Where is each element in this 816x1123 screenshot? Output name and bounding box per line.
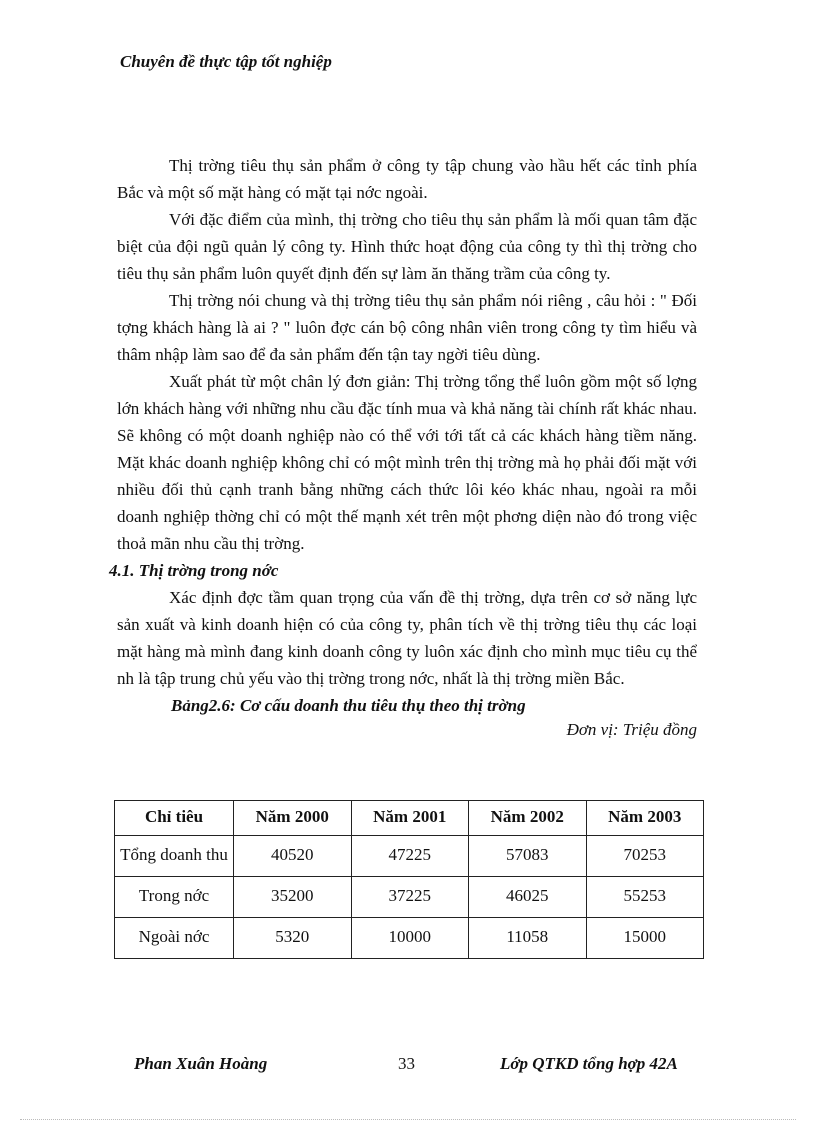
table-row-domestic: [115, 877, 704, 918]
table-cell: 5320: [234, 918, 352, 959]
table-row-foreign: [115, 918, 704, 959]
column-header-indicator: Chỉ tiêu: [115, 801, 234, 836]
table-cell: 57083: [469, 836, 587, 877]
paragraph-4: Xuất phát từ một chân lý đơn giản: Thị trờng tổng thể luôn gồm một số lợng lớn khách hàng với những nhu cầu đặc tính mua và khả năng tài chính rất khác nhau. Sẽ không có một doanh nghiệp nào có thể với tới tất cả các khách hàng tiềm năng. Mặt khác doanh nghiệp không chỉ có một mình trên thị trờng mà họ phải đối mặt với nhiều đối thủ cạnh tranh bằng những cách thức lôi kéo khác nhau, ngoài ra mỗi doanh nghiệp thờng chỉ có một thế mạnh xét trên một phơng diện nào đó trong việc thoả mãn nhu cầu thị trờng.: [117, 372, 697, 553]
bottom-divider: [20, 1119, 796, 1120]
section-heading: 4.1. Thị trờng trong nớc: [109, 561, 279, 580]
section-paragraph: Xác định đợc tầm quan trọng của vấn đề thị trờng, dựa trên cơ sở năng lực sản xuất và kinh doanh hiện có của công ty, phân tích về thị trờng tiêu thụ các loại mặt hàng mà mình đang kinh doanh công ty luôn xác định cho mình mục tiêu cụ thể nh là tập trung chủ yếu vào thị trờng trong nớc, nhất là thị trờng miền Bắc.: [117, 588, 697, 688]
paragraph-1: Thị trờng tiêu thụ sản phẩm ở công ty tập chung vào hầu hết các tỉnh phía Bắc và một số mặt hàng có mặt tại nớc ngoài.: [117, 156, 697, 202]
table-cell: 10000: [351, 918, 469, 959]
running-header-title: Chuyên đề thực tập tốt nghiệp: [120, 52, 332, 71]
table-cell: 47225: [351, 836, 469, 877]
row-label: Tổng doanh thu: [115, 836, 234, 877]
column-header-2001: Năm 2001: [351, 801, 469, 836]
table-cell: 15000: [586, 918, 704, 959]
table-cell: 11058: [469, 918, 587, 959]
revenue-by-market-table: [114, 800, 704, 959]
table-cell: 40520: [234, 836, 352, 877]
paragraph-3: Thị trờng nói chung và thị trờng tiêu thụ sản phẩm nói riêng , câu hỏi : " Đối tợng khách hàng là ai ? " luôn đợc cán bộ công nhân viên trong công ty tìm hiểu và thâm nhập làm sao để đa sản phẩm đến tận tay ngời tiêu dùng.: [117, 291, 697, 364]
row-label: Ngoài nớc: [115, 918, 234, 959]
column-header-2003: Năm 2003: [586, 801, 704, 836]
body-text: [109, 152, 697, 741]
paragraph-2: Với đặc điểm của mình, thị trờng cho tiêu thụ sản phẩm là mối quan tâm đặc biệt của đội ngũ quản lý công ty. Hình thức hoạt động của công ty thì thị trờng cho tiêu thụ sản phẩm luôn quyết định đến sự làm ăn thăng trầm của công ty.: [117, 210, 697, 283]
column-header-2000: Năm 2000: [234, 801, 352, 836]
table-cell: 70253: [586, 836, 704, 877]
table-unit-note: Đơn vị: Triệu đồng: [566, 720, 697, 739]
table-row-total: [115, 836, 704, 877]
column-header-2002: Năm 2002: [469, 801, 587, 836]
table-caption: Bảng2.6: Cơ cấu doanh thu tiêu thụ theo thị trờng: [171, 696, 526, 715]
row-label: Trong nớc: [115, 877, 234, 918]
table-cell: 55253: [586, 877, 704, 918]
table-cell: 35200: [234, 877, 352, 918]
table-cell: 37225: [351, 877, 469, 918]
footer-author: Phan Xuân Hoàng: [134, 1054, 268, 1073]
table-cell: 46025: [469, 877, 587, 918]
footer-class-name: Lớp QTKD tổng hợp 42A: [500, 1054, 678, 1073]
footer-page-number: 33: [398, 1054, 415, 1073]
table-header-row: [115, 801, 704, 836]
